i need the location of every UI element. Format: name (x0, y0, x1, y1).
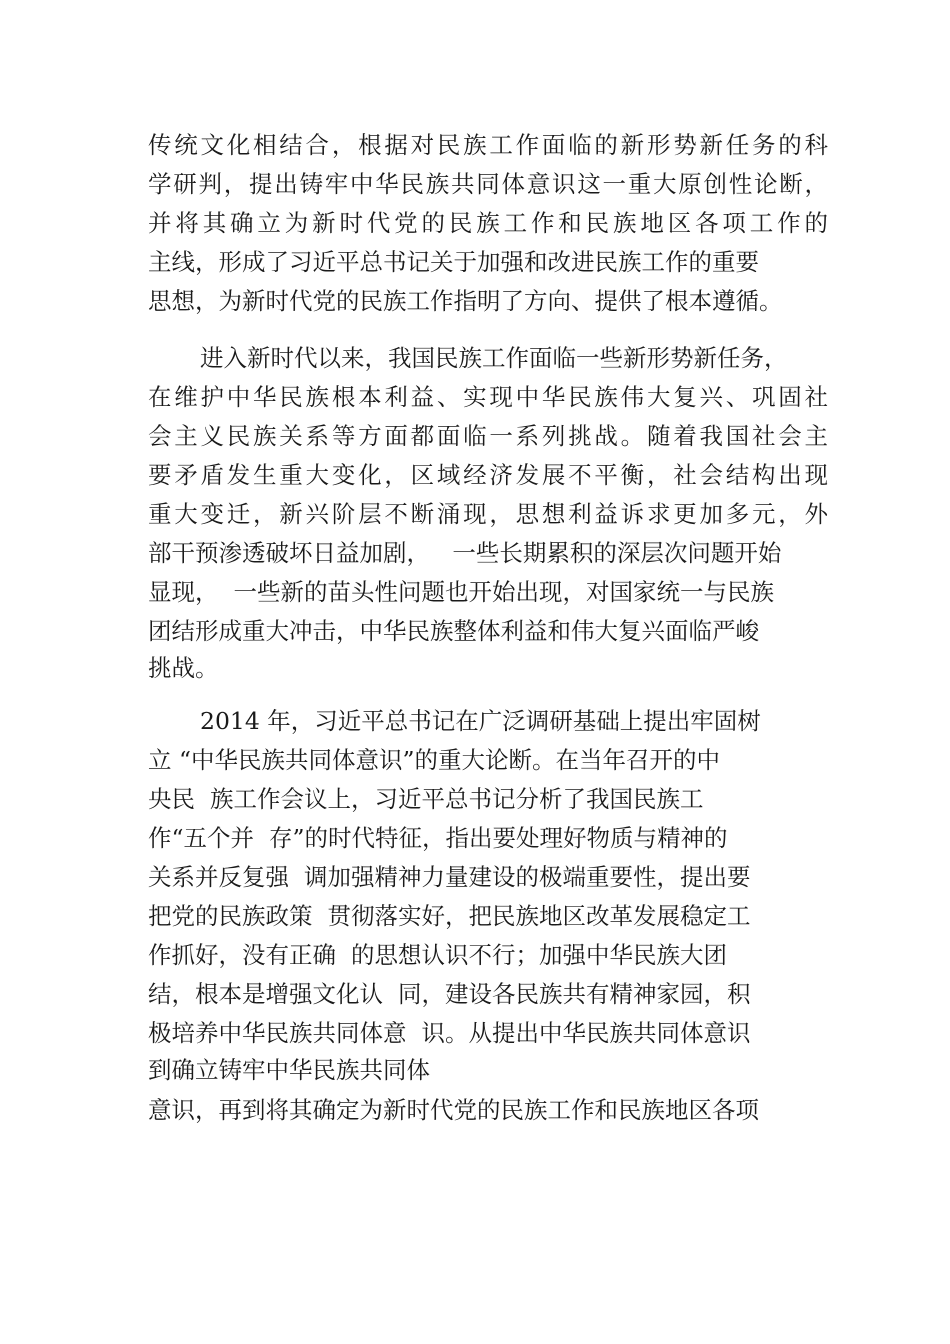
paragraph-3-line-6: 把党的民族政策 贯彻落实好，把民族地区改革发展稳定工 (148, 902, 751, 930)
paragraph-3-line-11: 意识，再到将其确定为新时代党的民族工作和民族地区各项 (148, 1096, 759, 1124)
paragraph-3-line-10: 到确立铸牢中华民族共同体 (148, 1056, 430, 1084)
paragraph-3-line-1: 2014 年，习近平总书记在广泛调研基础上提出牢固树 (200, 707, 761, 735)
paragraph-1-line-4: 主线，形成了习近平总书记关于加强和改进民族工作的重要 (148, 248, 759, 276)
paragraph-2-line-7: 显现， 一些新的苗头性问题也开始出现，对国家统一与民族 (148, 578, 774, 606)
paragraph-2-line-2: 在维护中华民族根本利益、实现中华民族伟大复兴、巩固社 (148, 383, 828, 411)
paragraph-2-line-3: 会主义民族关系等方面都面临一系列挑战。随着我国社会主 (148, 422, 828, 450)
paragraph-2-line-1: 进入新时代以来，我国民族工作面临一些新形势新任务， (200, 344, 788, 372)
paragraph-2-line-6: 部干预渗透破坏日益加剧， 一些长期累积的深层次问题开始 (148, 539, 782, 567)
paragraph-2-line-9: 挑战。 (148, 654, 219, 682)
paragraph-1-line-3: 并将其确立为新时代党的民族工作和民族地区各项工作的 (148, 209, 828, 237)
paragraph-2-line-5: 重大变迁，新兴阶层不断涌现，思想利益诉求更加多元，外 (148, 500, 828, 528)
paragraph-1-line-1: 传统文化相结合，根据对民族工作面临的新形势新任务的科 (148, 131, 828, 159)
paragraph-3-line-8: 结，根本是增强文化认 同，建设各民族共有精神家园，积 (148, 980, 751, 1008)
paragraph-2-line-4: 要矛盾发生重大变化，区域经济发展不平衡，社会结构出现 (148, 461, 828, 489)
paragraph-3-line-3: 央民 族工作会议上，习近平总书记分析了我国民族工 (148, 785, 704, 813)
paragraph-3-line-5: 关系并反复强 调加强精神力量建设的极端重要性，提出要 (148, 863, 751, 891)
paragraph-2-line-8: 团结形成重大冲击，中华民族整体利益和伟大复兴面临严峻 (148, 617, 759, 645)
paragraph-3-line-2: 立 “中华民族共同体意识”的重大论断。在当年召开的中 (148, 746, 720, 774)
paragraph-1-line-2: 学研判，提出铸牢中华民族共同体意识这一重大原创性论断， (148, 170, 828, 198)
paragraph-3-line-7: 作抓好，没有正确 的思想认识不行；加强中华民族大团 (148, 941, 727, 969)
paragraph-3-line-9: 极培养中华民族共同体意 识。从提出中华民族共同体意识 (148, 1019, 751, 1047)
paragraph-3-line-4: 作“五个并 存”的时代特征，指出要处理好物质与精神的 (148, 824, 728, 852)
paragraph-1-line-5: 思想，为新时代党的民族工作指明了方向、提供了根本遵循。 (148, 287, 783, 315)
